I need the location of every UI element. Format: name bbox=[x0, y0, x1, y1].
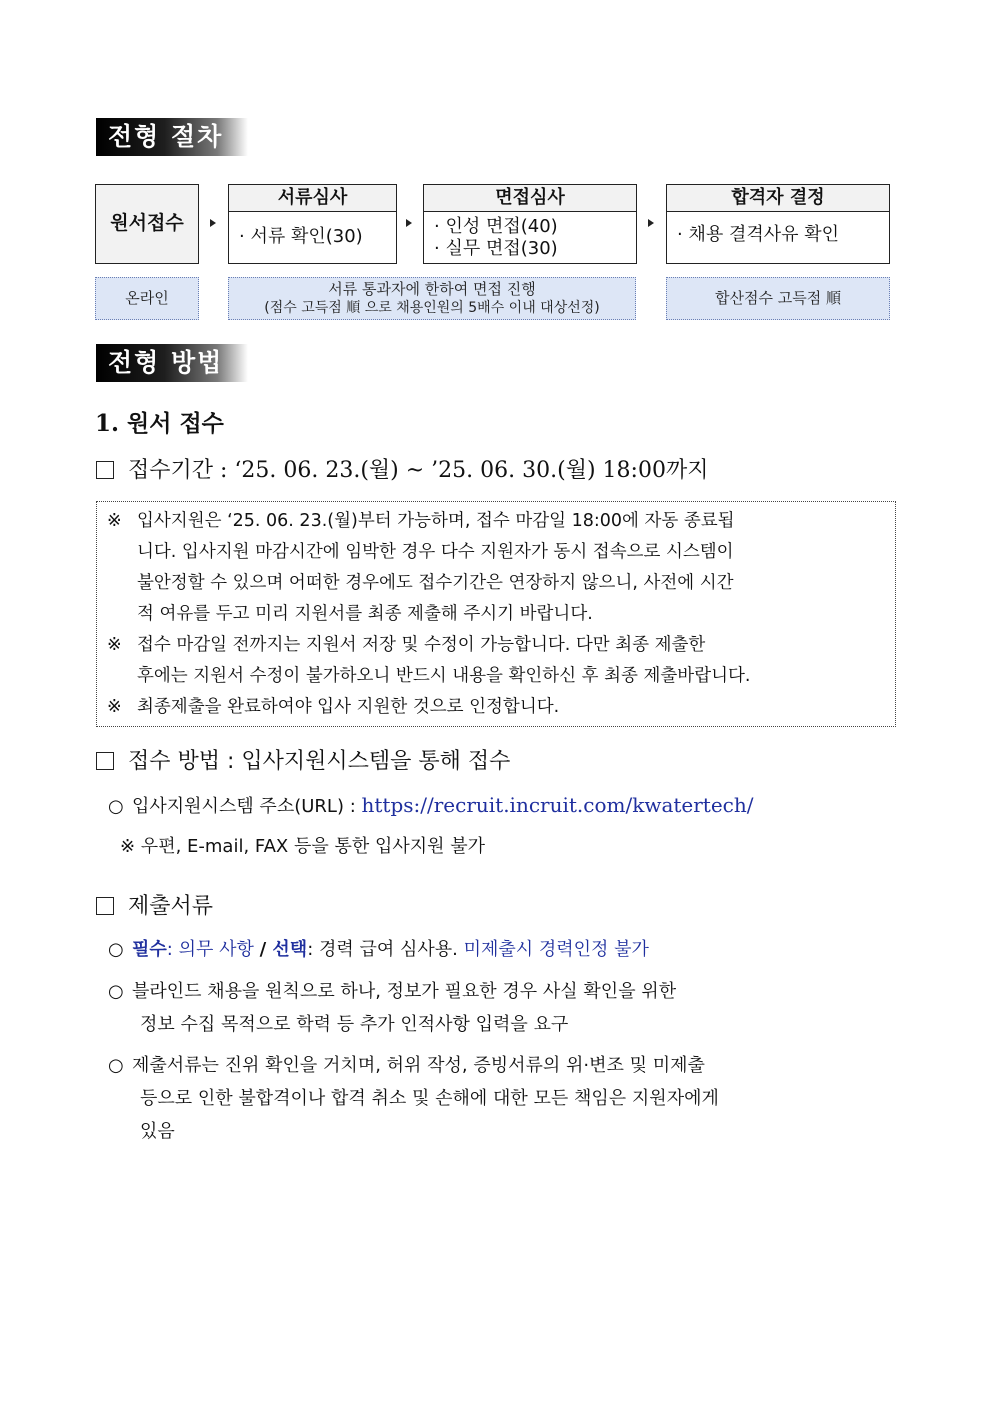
bullet-line: 정보 수집 목적으로 학력 등 추가 인적사항 입력을 요구 bbox=[140, 1014, 569, 1035]
notice-line: 니다. 입사지원 마감시간에 임박한 경우 다수 지원자가 동시 접속으로 시스템이 bbox=[137, 542, 734, 562]
flow-note-online: 온라인 bbox=[95, 277, 199, 320]
reference-mark: ※ bbox=[107, 511, 122, 531]
flow-item: · 실무 면접(30) bbox=[434, 238, 558, 259]
flow-item: · 인성 면접(40) bbox=[434, 216, 558, 237]
flow-item: · 서류 확인(30) bbox=[239, 226, 363, 247]
url-row bbox=[108, 789, 754, 823]
documents-bullet-2 bbox=[108, 975, 676, 1041]
bullet-line: 등으로 인한 불합격이나 합격 취소 및 손해에 대한 모든 책임은 지원자에게 bbox=[140, 1088, 719, 1109]
bullet-icon: ○ bbox=[108, 939, 124, 960]
bullet-line: 제출서류는 진위 확인을 거치며, 허위 작성, 증빙서류의 위·변조 및 미제출 bbox=[132, 1055, 705, 1076]
notice-line: 입사지원은 ‘25. 06. 23.(월)부터 가능하며, 접수 마감일 18:00에 자동 종료됩 bbox=[137, 511, 735, 531]
documents-row bbox=[96, 889, 213, 920]
bullet-icon: ○ bbox=[108, 981, 124, 1002]
flow-step-interview bbox=[423, 184, 637, 264]
flow-step-final-decision bbox=[666, 184, 890, 264]
recruit-url-link[interactable]: https://recruit.incruit.com/kwatertech/ bbox=[361, 793, 754, 817]
flow-note-line: 서류 통과자에 한하여 면접 진행 bbox=[328, 280, 536, 298]
arrow-icon bbox=[210, 219, 216, 227]
documents-bullet-3 bbox=[108, 1049, 719, 1148]
heading-application: 1. 원서 접수 bbox=[95, 410, 224, 437]
optional-text: : 경력 급여 심사용. bbox=[307, 939, 464, 960]
flow-step-document-review bbox=[228, 184, 397, 264]
section-title-method: 전형 방법 bbox=[96, 344, 248, 382]
bullet-line: 블라인드 채용을 원칙으로 하나, 정보가 필요한 경우 사실 확인을 위한 bbox=[132, 981, 677, 1002]
arrow-icon bbox=[648, 219, 654, 227]
bullet-line: 있음 bbox=[140, 1121, 175, 1142]
section-title-procedure: 전형 절차 bbox=[96, 118, 248, 156]
flow-step-application-label: 원서접수 bbox=[110, 212, 184, 234]
flow-note-interview bbox=[228, 277, 636, 320]
flow-step-final-decision-title: 합격자 결정 bbox=[667, 185, 889, 212]
flow-step-application bbox=[95, 184, 199, 264]
flow-note-score: 합산점수 고득점 順 bbox=[666, 277, 890, 320]
bullet-icon: ○ bbox=[108, 1055, 124, 1076]
notice-item bbox=[107, 692, 895, 723]
notice-item bbox=[107, 630, 895, 692]
method-text: 접수 방법 : 입사지원시스템을 통해 접수 bbox=[128, 749, 511, 774]
documents-heading: 제출서류 bbox=[128, 894, 214, 919]
notice-box bbox=[96, 501, 896, 727]
no-mail-note: ※ 우편, E-mail, FAX 등을 통한 입사지원 불가 bbox=[120, 836, 486, 857]
reference-mark: ※ bbox=[107, 635, 122, 655]
required-text: : 의무 사항 bbox=[166, 939, 260, 960]
checkbox-icon bbox=[96, 752, 114, 770]
reference-mark: ※ bbox=[107, 697, 122, 717]
notice-line: 후에는 지원서 수정이 불가하오니 반드시 내용을 확인하신 후 최종 제출바랍니다. bbox=[137, 666, 751, 686]
notice-line: 불안정할 수 있으며 어떠한 경우에도 접수기간은 연장하지 않으니, 사전에 시간 bbox=[137, 573, 734, 593]
notice-item bbox=[107, 506, 895, 630]
required-label: 필수 bbox=[132, 939, 167, 960]
bullet-icon: ○ bbox=[108, 796, 124, 817]
period-row bbox=[96, 453, 708, 484]
notice-line: 최종제출을 완료하여야 입사 지원한 것으로 인정합니다. bbox=[137, 697, 560, 717]
url-label: 입사지원시스템 주소(URL) : bbox=[132, 796, 362, 817]
flow-step-document-review-title: 서류심사 bbox=[229, 185, 396, 212]
notice-line: 접수 마감일 전까지는 지원서 저장 및 수정이 가능합니다. 다만 최종 제출한 bbox=[137, 635, 706, 655]
flow-item: · 채용 결격사유 확인 bbox=[677, 224, 839, 245]
arrow-icon bbox=[406, 219, 412, 227]
checkbox-icon bbox=[96, 461, 114, 479]
period-text: 접수기간 : ‘25. 06. 23.(월) ~ ’25. 06. 30.(월) 18:00까지 bbox=[128, 458, 709, 483]
documents-bullet-1 bbox=[108, 933, 649, 966]
method-row bbox=[96, 744, 510, 775]
flow-step-interview-title: 면접심사 bbox=[424, 185, 636, 212]
flow-note-line: (점수 고득점 順 으로 채용인원의 5배수 이내 대상선정) bbox=[264, 300, 600, 316]
warning-text: 미제출시 경력인정 불가 bbox=[463, 939, 649, 960]
slash: / bbox=[259, 939, 273, 960]
checkbox-icon bbox=[96, 897, 114, 915]
optional-label: 선택 bbox=[272, 939, 308, 960]
notice-line: 적 여유를 두고 미리 지원서를 최종 제출해 주시기 바랍니다. bbox=[137, 604, 593, 624]
